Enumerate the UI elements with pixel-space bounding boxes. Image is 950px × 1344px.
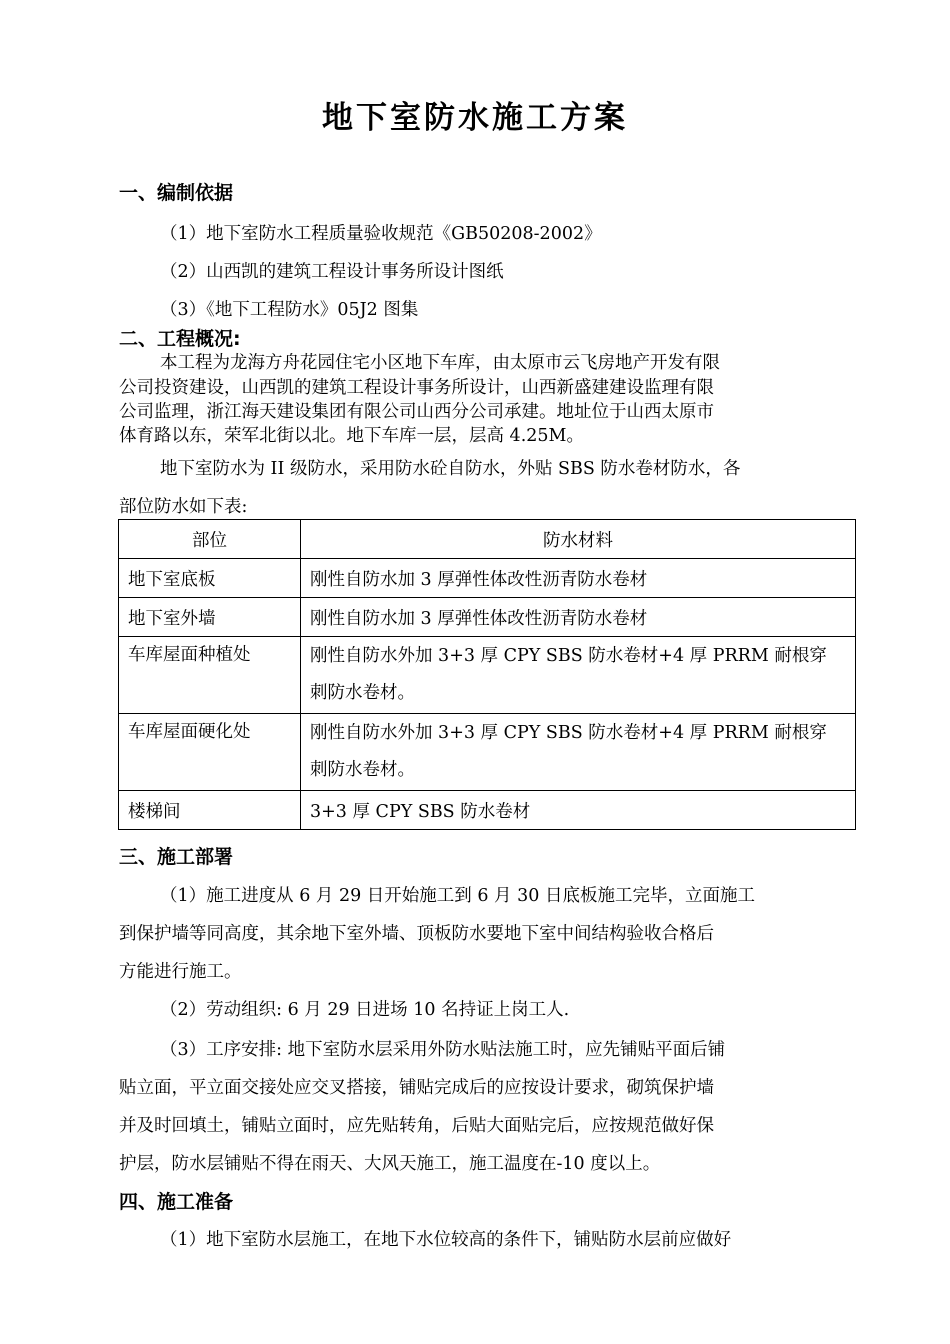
table-header-cell: 部位 <box>119 520 301 559</box>
table-cell-part: 地下室底板 <box>119 559 301 598</box>
paragraph-line: 贴立面，平立面交接处应交叉搭接，铺贴完成后的应按设计要求，砌筑保护墙 <box>119 1078 714 1098</box>
table-cell-part: 车库屋面硬化处 <box>119 714 301 791</box>
paragraph-line: 护层，防水层铺贴不得在雨天、大风天施工，施工温度在-10 度以上。 <box>119 1154 661 1174</box>
table-cell-material <box>301 714 856 791</box>
table-cell-material-line: 刺防水卷材。 <box>310 683 415 703</box>
paragraph-line: 到保护墙等同高度，其余地下室外墙、顶板防水要地下室中间结构验收合格后 <box>119 924 714 944</box>
table-cell-material-line: 刚性自防水外加 3+3 厚 CPY SBS 防水卷材+4 厚 PRRM 耐根穿 <box>310 646 827 666</box>
table-cell-material-line: 刚性自防水外加 3+3 厚 CPY SBS 防水卷材+4 厚 PRRM 耐根穿 <box>310 723 827 743</box>
paragraph-line: 公司投资建设，山西凯的建筑工程设计事务所设计，山西新盛建建设监理有限 <box>119 378 714 398</box>
paragraph-line: （3）《地下工程防水》05J2 图集 <box>160 300 419 320</box>
table-cell-material <box>301 637 856 714</box>
table-row <box>119 598 856 637</box>
paragraph-line: （2）劳动组织: 6 月 29 日进场 10 名持证上岗工人. <box>160 1000 570 1020</box>
table-cell-part: 楼梯间 <box>119 791 301 830</box>
table-row <box>119 637 856 714</box>
document-title: 地下室防水施工方案 <box>322 100 628 136</box>
table-cell-material-line: 刺防水卷材。 <box>310 760 415 780</box>
table-row <box>119 559 856 598</box>
table-row <box>119 791 856 830</box>
table-row <box>119 714 856 791</box>
paragraph-line: 部位防水如下表: <box>119 497 248 517</box>
paragraph-line: （1）地下室防水工程质量验收规范《GB50208-2002》 <box>160 224 602 244</box>
paragraph-line: （1）地下室防水层施工，在地下水位较高的条件下，铺贴防水层前应做好 <box>160 1230 732 1250</box>
table-cell-material: 刚性自防水加 3 厚弹性体改性沥青防水卷材 <box>301 559 856 598</box>
paragraph-line: （3）工序安排: 地下室防水层采用外防水贴法施工时，应先铺贴平面后铺 <box>160 1040 726 1060</box>
waterproofing-table <box>118 519 856 830</box>
table-cell-part: 地下室外墙 <box>119 598 301 637</box>
section-heading-preparation: 四、施工准备 <box>119 1191 234 1213</box>
paragraph-line: 公司监理，浙江海天建设集团有限公司山西分公司承建。地址位于山西太原市 <box>119 402 714 422</box>
paragraph-line: （2）山西凯的建筑工程设计事务所设计图纸 <box>160 262 504 282</box>
table-cell-material: 3+3 厚 CPY SBS 防水卷材 <box>301 791 856 830</box>
paragraph-line: （1）施工进度从 6 月 29 日开始施工到 6 月 30 日底板施工完毕，立面施工 <box>160 886 755 906</box>
paragraph-line: 方能进行施工。 <box>119 962 242 982</box>
paragraph-line: 并及时回填土，铺贴立面时，应先贴转角，后贴大面贴完后，应按规范做好保 <box>119 1116 714 1136</box>
paragraph-line: 地下室防水为 II 级防水，采用防水砼自防水，外贴 SBS 防水卷材防水，各 <box>160 459 741 479</box>
table-cell-material: 刚性自防水加 3 厚弹性体改性沥青防水卷材 <box>301 598 856 637</box>
paragraph-line: 体育路以东，荣军北街以北。地下车库一层，层高 4.25M。 <box>119 426 584 446</box>
paragraph-line: 本工程为龙海方舟花园住宅小区地下车库，由太原市云飞房地产开发有限 <box>160 353 720 373</box>
section-heading-basis: 一、编制依据 <box>119 182 234 204</box>
table-header-row <box>119 520 856 559</box>
table-header-cell: 防水材料 <box>301 520 856 559</box>
section-heading-deployment: 三、施工部署 <box>119 846 234 868</box>
table-cell-part: 车库屋面种植处 <box>119 637 301 714</box>
section-heading-overview: 二、工程概况: <box>119 328 241 350</box>
